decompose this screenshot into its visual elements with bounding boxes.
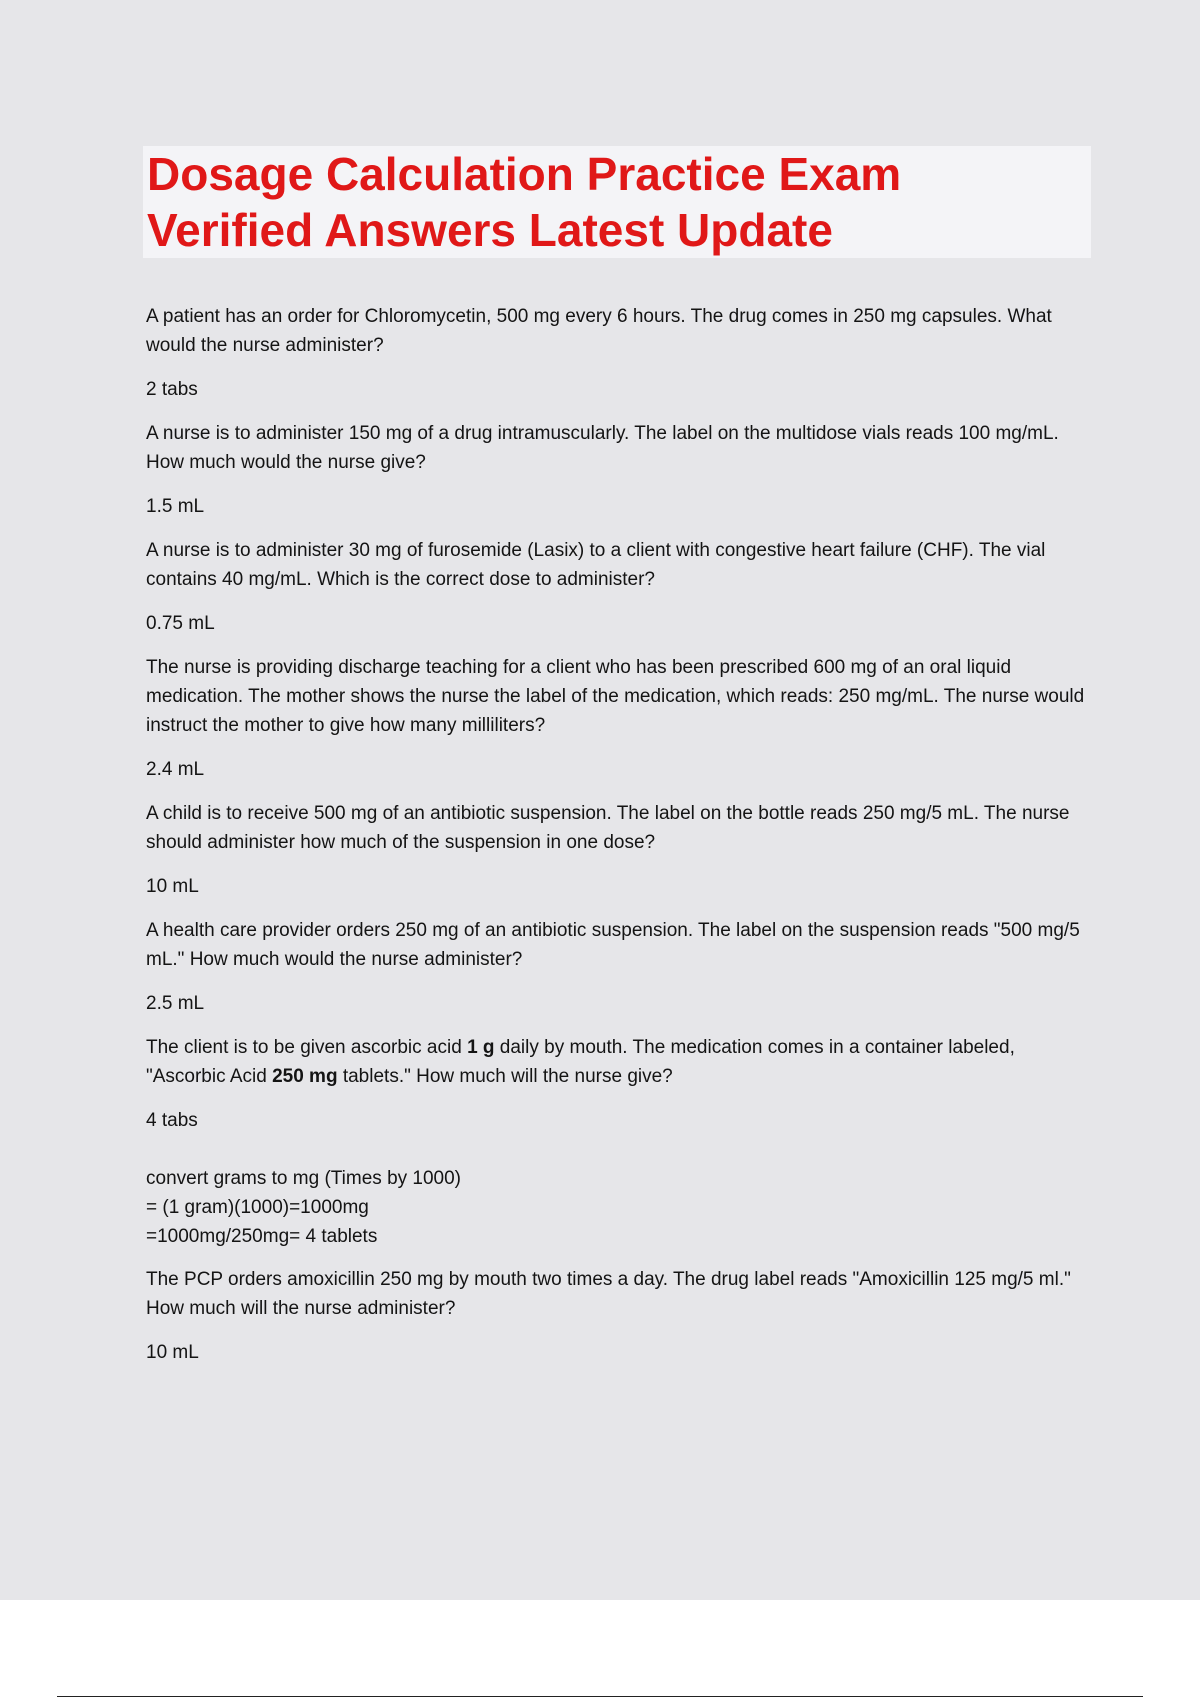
explanation-line-2: = (1 gram)(1000)=1000mg (146, 1197, 369, 1218)
answer-3: 0.75 mL (146, 613, 215, 634)
question-3: A nurse is to administer 30 mg of furosemide (Lasix) to a client with congestive heart failure (CHF). The vial contains 40 mg/mL. Which is the correct dose to administer? (146, 540, 1046, 590)
explanation-line-3: =1000mg/250mg= 4 tablets (146, 1226, 378, 1247)
question-7-bold-strength: 250 mg (272, 1066, 338, 1087)
question-5: A child is to receive 500 mg of an antibiotic suspension. The label on the bottle reads 250 mg/5 mL. The nurse should administer how much of the suspension in one dose? (146, 803, 1070, 853)
document-title-line-1: Dosage Calculation Practice Exam (147, 148, 902, 200)
title-block (143, 146, 1091, 258)
footer-divider (57, 1696, 1143, 1697)
question-8: The PCP orders amoxicillin 250 mg by mouth two times a day. The drug label reads "Amoxicillin 125 mg/5 ml." How much will the nurse administer? (146, 1269, 1071, 1319)
document-body (146, 302, 1086, 1382)
explanation-line-1: convert grams to mg (Times by 1000) (146, 1168, 462, 1189)
question-4: The nurse is providing discharge teaching for a client who has been prescribed 600 mg of an oral liquid medication. The mother shows the nurse the label of the medication, which reads: 250 mg/mL. The nurse would instruct the mother to give how many milliliters? (146, 657, 1085, 736)
spacer (146, 1150, 1086, 1164)
question-1: A patient has an order for Chloromycetin, 500 mg every 6 hours. The drug comes in 250 mg capsules. What would the nurse administer? (146, 306, 1052, 356)
question-6: A health care provider orders 250 mg of an antibiotic suspension. The label on the suspension reads "500 mg/5 mL." How much would the nurse administer? (146, 920, 1080, 970)
answer-8: 10 mL (146, 1342, 199, 1363)
answer-4: 2.4 mL (146, 759, 205, 780)
answer-6: 2.5 mL (146, 993, 205, 1014)
answer-7: 4 tabs (146, 1110, 198, 1131)
answer-5: 10 mL (146, 876, 199, 897)
question-7-text-c: tablets." How much will the nurse give? (337, 1066, 673, 1087)
document-title-line-2: Verified Answers Latest Update (147, 204, 833, 256)
question-7-text-b: daily by mouth. The medication comes in a container labeled, "Ascorbic Acid (146, 1037, 1015, 1087)
answer-1: 2 tabs (146, 379, 198, 400)
question-7-bold-dose: 1 g (467, 1037, 495, 1058)
question-7 (146, 1033, 1086, 1091)
answer-2: 1.5 mL (146, 496, 205, 517)
answer-7-explanation (146, 1164, 1086, 1251)
question-7-text-a: The client is to be given ascorbic acid (146, 1037, 468, 1058)
question-2: A nurse is to administer 150 mg of a drug intramuscularly. The label on the multidose vials reads 100 mg/mL. How much would the nurse give? (146, 423, 1059, 473)
